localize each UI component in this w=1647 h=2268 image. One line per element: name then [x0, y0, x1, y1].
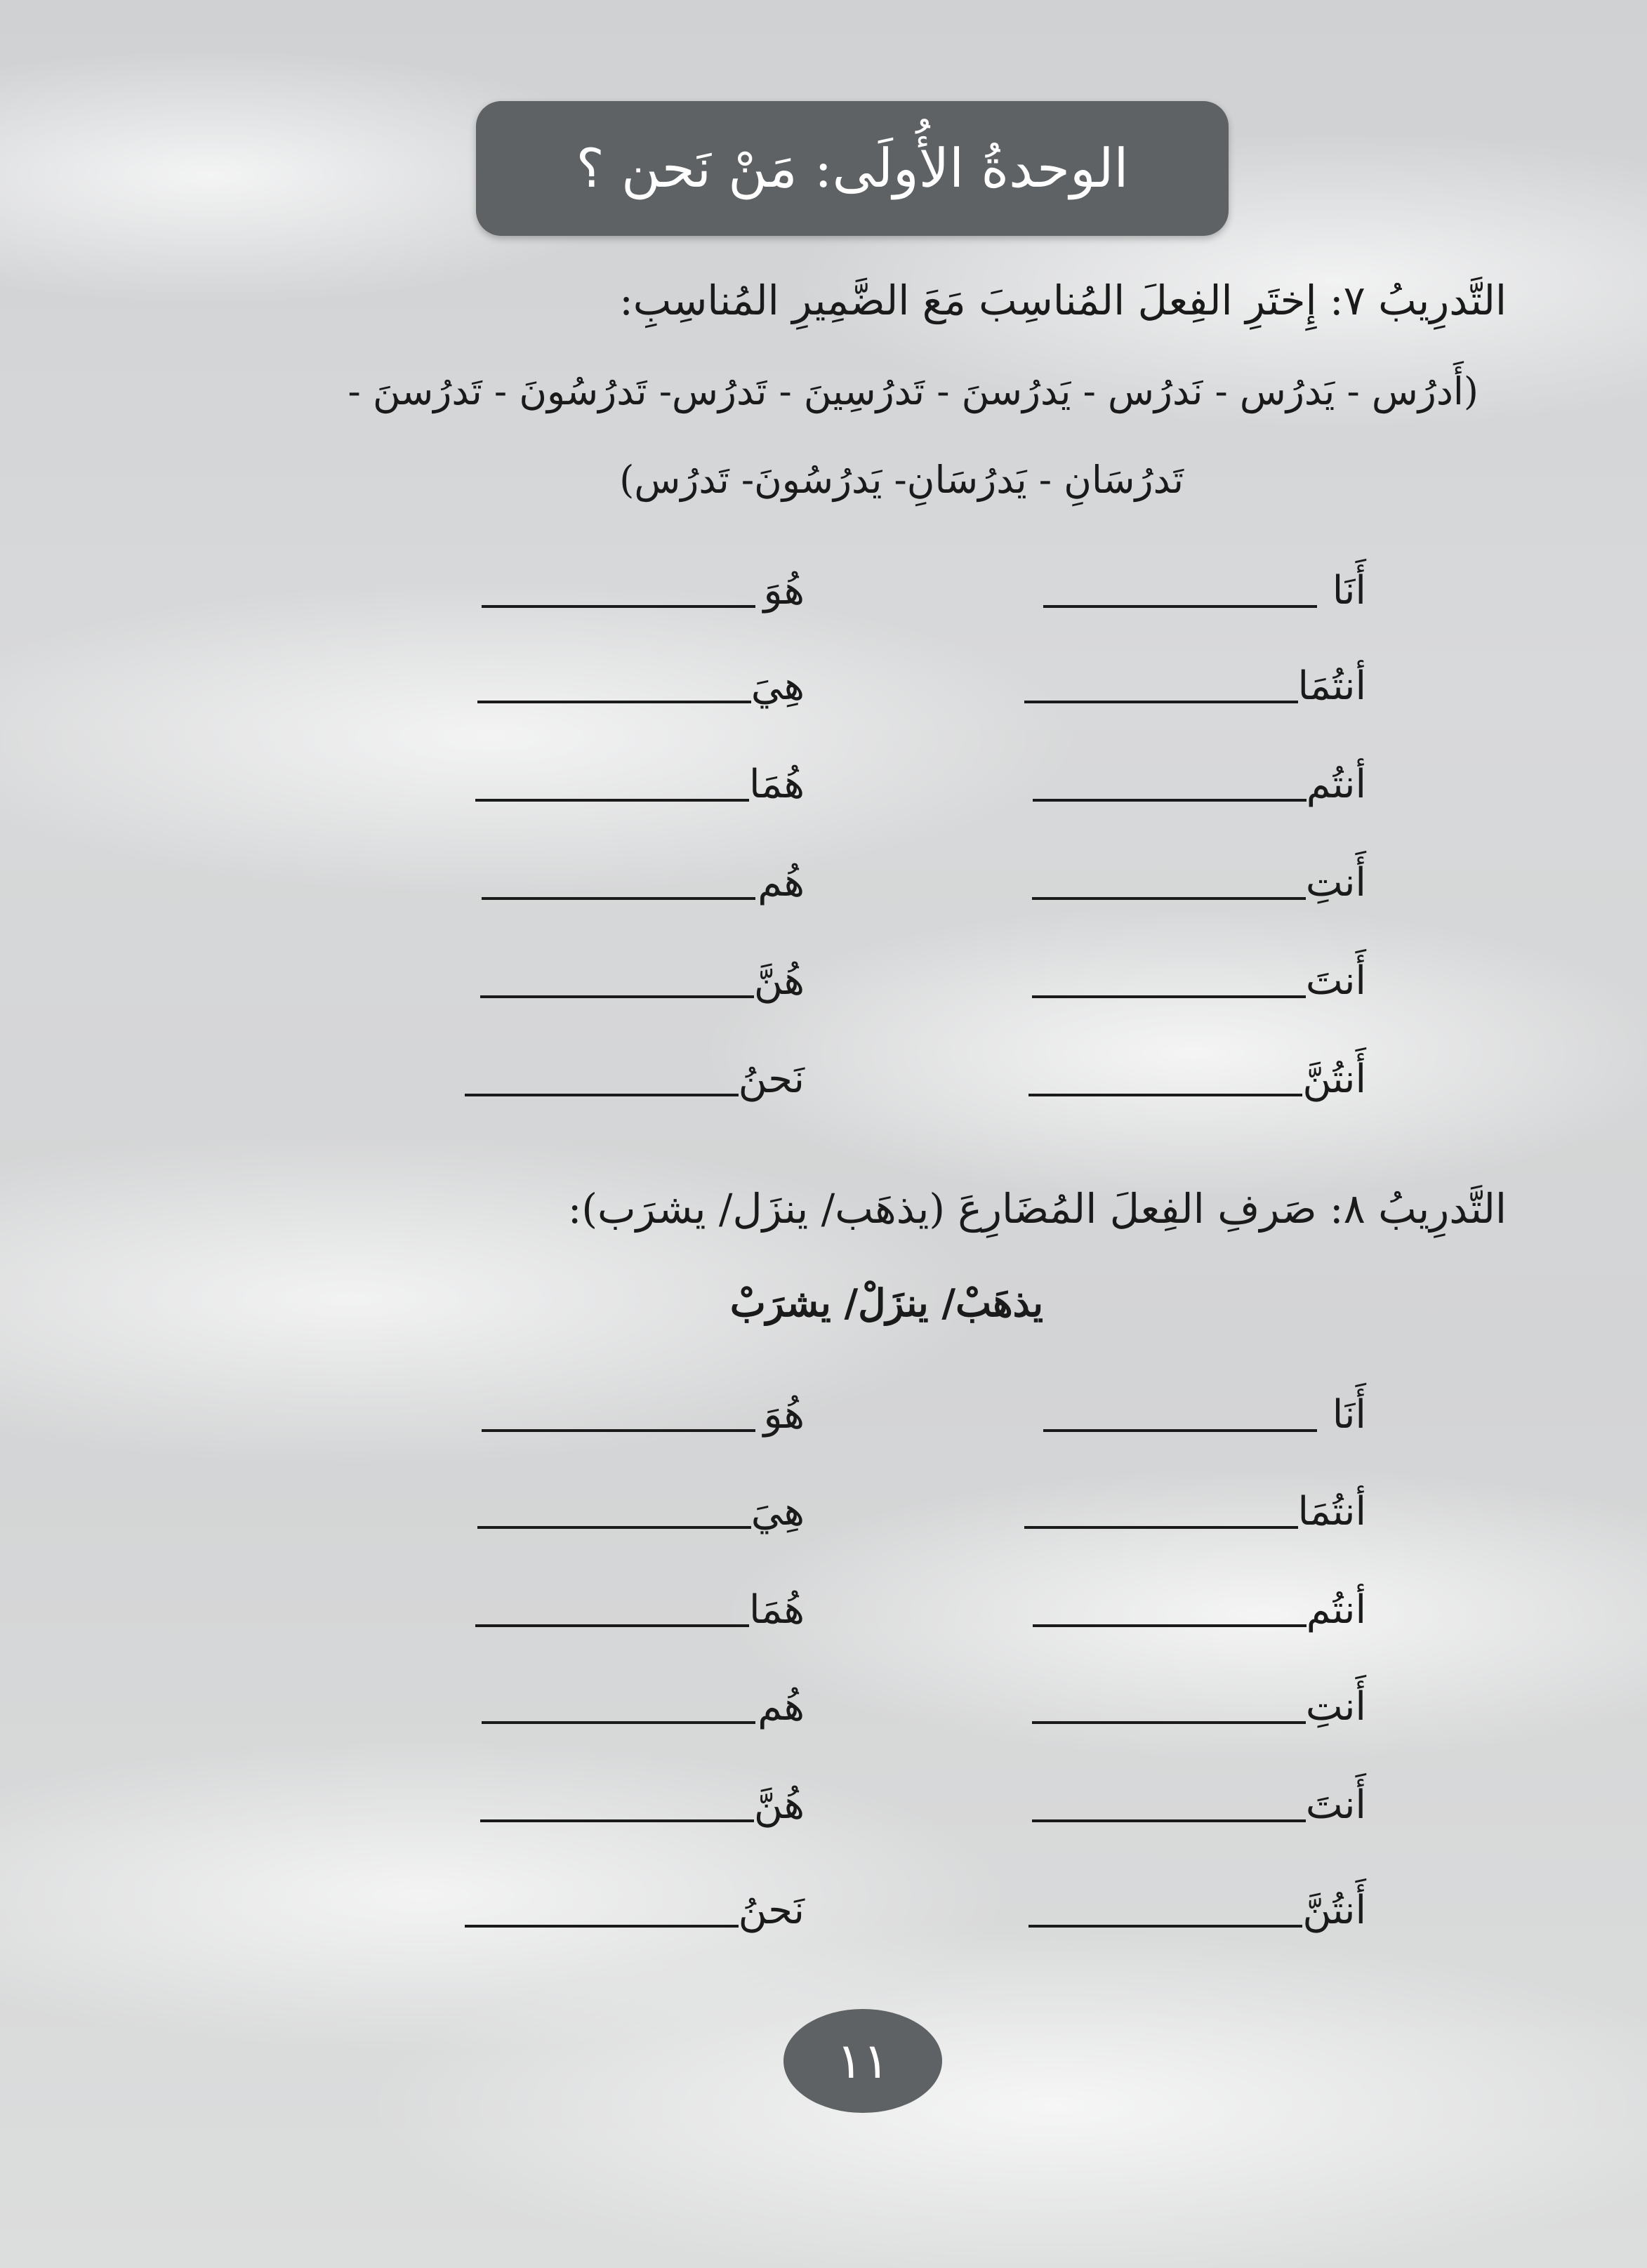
exercise-7-row — [243, 1036, 1366, 1102]
pronoun-blank-pair — [243, 762, 805, 807]
unit-title: الوحدةُ الأُولَى: مَنْ نَحن ؟ — [576, 137, 1129, 199]
pronoun-label: هُنَّ — [753, 958, 805, 1004]
pronoun-blank-pair — [243, 1489, 805, 1534]
exercise-8-row — [243, 1372, 1366, 1438]
pronoun-label: هِيَ — [750, 1489, 805, 1534]
pronoun-label: أَنتُنَّ — [1302, 1888, 1366, 1933]
pronoun-blank-pair — [805, 1587, 1366, 1633]
pronoun-blank-pair — [805, 1888, 1366, 1933]
pronoun-blank-pair — [243, 663, 805, 709]
pronoun-label: هُوَ — [763, 1392, 805, 1438]
pronoun-label: هُمَا — [749, 762, 805, 807]
answer-blank[interactable] — [1028, 1925, 1302, 1928]
pronoun-label: أَنَا — [1332, 1392, 1366, 1438]
exercise-8-heading: التَّدرِيبُ ٨: صَرفِ الفِعلَ المُضَارِعَ (يذهَب/ ينزَل/ يشرَب): — [567, 1185, 1507, 1233]
answer-blank[interactable] — [1024, 1526, 1298, 1529]
pronoun-label: نَحنُ — [738, 1888, 805, 1933]
answer-blank[interactable] — [1024, 701, 1298, 703]
answer-blank[interactable] — [1043, 605, 1317, 608]
answer-blank[interactable] — [1032, 897, 1306, 900]
answer-blank[interactable] — [482, 1721, 755, 1724]
answer-blank[interactable] — [1043, 1429, 1317, 1432]
answer-blank[interactable] — [1033, 1624, 1307, 1627]
pronoun-blank-pair — [243, 860, 805, 906]
exercise-7-row — [243, 938, 1366, 1004]
pronoun-label: أنتُم — [1306, 1587, 1366, 1633]
exercise-8-row — [243, 1664, 1366, 1730]
answer-blank[interactable] — [465, 1925, 739, 1928]
pronoun-blank-pair — [805, 663, 1366, 709]
pronoun-blank-pair — [243, 1888, 805, 1933]
exercise-8-verbs-line: يذهَبْ/ ينزَلْ/ يشرَبْ — [729, 1280, 1043, 1325]
pronoun-blank-pair — [805, 1782, 1366, 1828]
pronoun-blank-pair — [243, 1392, 805, 1438]
pronoun-blank-pair — [243, 958, 805, 1004]
exercise-8-row — [243, 1567, 1366, 1633]
answer-blank[interactable] — [480, 1819, 754, 1822]
answer-blank[interactable] — [482, 1429, 755, 1432]
pronoun-label: أَنتُنَّ — [1302, 1056, 1366, 1102]
exercise-7-row — [243, 643, 1366, 709]
answer-blank[interactable] — [1028, 1094, 1302, 1096]
exercise-7-verbs-line-2: تَدرُسَانِ - يَدرُسَانِ- يَدرُسُونَ- تَدرُس) — [619, 458, 1184, 502]
pronoun-blank-pair — [805, 860, 1366, 906]
pronoun-blank-pair — [805, 1684, 1366, 1730]
answer-blank[interactable] — [475, 1624, 749, 1627]
exercise-7-verbs-line-1: (أَدرُس - يَدرُس - نَدرُس - يَدرُسنَ - تَدرُسِينَ - تَدرُس- تَدرُسُونَ - تَدرُسنَ - — [348, 369, 1479, 413]
exercise-8-row — [243, 1762, 1366, 1828]
pronoun-label: أَنَا — [1332, 568, 1366, 614]
answer-blank[interactable] — [475, 799, 749, 802]
pronoun-blank-pair — [243, 1056, 805, 1102]
pronoun-label: هُوَ — [763, 568, 805, 614]
pronoun-label: هُمَا — [749, 1587, 805, 1633]
pronoun-label: هُنَّ — [753, 1782, 805, 1828]
pronoun-blank-pair — [805, 1392, 1366, 1438]
pronoun-blank-pair — [805, 1489, 1366, 1534]
pronoun-label: هُم — [758, 1684, 805, 1730]
pronoun-blank-pair — [243, 1782, 805, 1828]
pronoun-label: أنتُمَا — [1297, 663, 1366, 709]
pronoun-label: أنتُمَا — [1297, 1489, 1366, 1534]
pronoun-label: هُم — [758, 860, 805, 906]
exercise-7-row — [243, 741, 1366, 807]
pronoun-label: أَنتِ — [1305, 860, 1366, 906]
answer-blank[interactable] — [477, 1526, 751, 1529]
page-number: ١١ — [836, 2032, 889, 2090]
exercise-7-row — [243, 548, 1366, 614]
exercise-8-row — [243, 1867, 1366, 1933]
answer-blank[interactable] — [465, 1094, 739, 1096]
answer-blank[interactable] — [482, 605, 755, 608]
pronoun-blank-pair — [243, 1587, 805, 1633]
pronoun-blank-pair — [805, 762, 1366, 807]
pronoun-blank-pair — [243, 1684, 805, 1730]
answer-blank[interactable] — [480, 995, 754, 998]
page-number-badge — [783, 2009, 942, 2113]
pronoun-blank-pair — [805, 568, 1366, 614]
exercise-7-heading: التَّدرِيبُ ٧: إِختَرِ الفِعلَ المُناسِبَ مَعَ الضَّمِيرِ المُناسِبِ: — [619, 277, 1507, 324]
exercise-7-row — [243, 840, 1366, 906]
answer-blank[interactable] — [1033, 799, 1307, 802]
pronoun-label: هِيَ — [750, 663, 805, 709]
pronoun-label: نَحنُ — [738, 1056, 805, 1102]
pronoun-label: أنتُم — [1306, 762, 1366, 807]
unit-title-banner — [476, 101, 1229, 236]
pronoun-blank-pair — [805, 1056, 1366, 1102]
pronoun-label: أَنتَ — [1305, 1782, 1366, 1828]
pronoun-blank-pair — [805, 958, 1366, 1004]
answer-blank[interactable] — [1032, 995, 1306, 998]
answer-blank[interactable] — [477, 701, 751, 703]
exercise-8-row — [243, 1468, 1366, 1532]
pronoun-blank-pair — [243, 568, 805, 614]
answer-blank[interactable] — [1032, 1721, 1306, 1724]
answer-blank[interactable] — [1032, 1819, 1306, 1822]
answer-blank[interactable] — [482, 897, 755, 900]
pronoun-label: أَنتِ — [1305, 1684, 1366, 1730]
pronoun-label: أَنتَ — [1305, 958, 1366, 1004]
